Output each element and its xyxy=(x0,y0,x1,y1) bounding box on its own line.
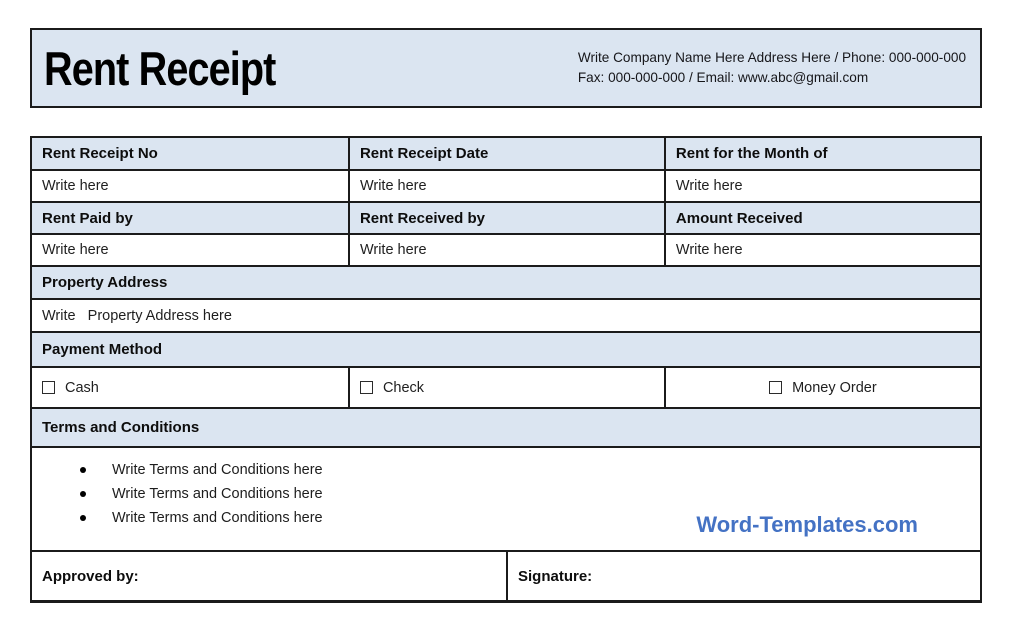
document-header xyxy=(30,28,982,108)
bullet-icon xyxy=(80,515,86,521)
header-rent-paid-by: Rent Paid by xyxy=(42,209,133,227)
property-address-header-row xyxy=(32,265,980,298)
payment-option-money-order-label: Money Order xyxy=(792,379,877,396)
terms-item-text: Write Terms and Conditions here xyxy=(112,510,323,526)
payment-option-cash[interactable] xyxy=(32,368,348,407)
field-rent-received-by[interactable]: Write here xyxy=(348,235,664,265)
field-rent-receipt-date[interactable]: Write here xyxy=(348,171,664,201)
approved-by-cell[interactable]: Approved by: xyxy=(42,567,139,585)
field-property-address[interactable]: Write Property Address here xyxy=(42,307,232,324)
header-rent-received-by: Rent Received by xyxy=(348,203,664,233)
terms-content-row xyxy=(32,446,980,550)
payment-method-options-row xyxy=(32,366,980,407)
terms-item-text: Write Terms and Conditions here xyxy=(112,462,323,478)
payment-option-money-order[interactable] xyxy=(664,368,980,407)
field-rent-receipt-no[interactable]: Write here xyxy=(42,178,109,194)
table-row-headers-2 xyxy=(32,201,980,233)
header-property-address: Property Address xyxy=(42,274,168,291)
company-contact-block xyxy=(578,48,966,88)
checkbox-cash-icon[interactable] xyxy=(42,381,55,394)
contact-line-1: Write Company Name Here Address Here / Phone: 000-000-000 xyxy=(577,50,966,65)
checkbox-money-order-icon[interactable] xyxy=(769,381,782,394)
table-row-headers-1 xyxy=(32,138,980,169)
payment-option-check[interactable] xyxy=(348,368,664,407)
bullet-icon xyxy=(80,467,86,473)
table-row-values-1 xyxy=(32,169,980,201)
terms-item-text: Write Terms and Conditions here xyxy=(112,486,323,502)
header-terms-and-conditions: Terms and Conditions xyxy=(42,419,200,436)
page-title: Rent Receipt xyxy=(44,40,276,96)
header-amount-received: Amount Received xyxy=(664,203,980,233)
signoff-row xyxy=(32,550,980,600)
field-rent-paid-by[interactable]: Write here xyxy=(42,242,109,258)
signature-cell[interactable]: Signature: xyxy=(506,552,980,600)
property-address-value-row xyxy=(32,298,980,331)
field-rent-month[interactable]: Write here xyxy=(664,171,980,201)
header-rent-receipt-date: Rent Receipt Date xyxy=(348,138,664,169)
checkbox-check-icon[interactable] xyxy=(360,381,373,394)
receipt-table xyxy=(30,136,982,603)
terms-list-item[interactable] xyxy=(32,458,970,482)
terms-content-cell xyxy=(32,448,980,550)
header-rent-month: Rent for the Month of xyxy=(664,138,980,169)
watermark: Word-Templates.com xyxy=(696,512,918,537)
table-row-values-2 xyxy=(32,233,980,265)
header-rent-receipt-no: Rent Receipt No xyxy=(42,145,158,162)
header-payment-method: Payment Method xyxy=(42,341,163,358)
contact-line-2: Fax: 000-000-000 / Email: www.abc@gmail.com xyxy=(577,70,869,85)
terms-list-item[interactable] xyxy=(32,482,970,506)
payment-method-header-row xyxy=(32,331,980,366)
bullet-icon xyxy=(80,491,86,497)
payment-option-check-label: Check xyxy=(382,379,425,396)
payment-option-cash-label: Cash xyxy=(65,379,99,396)
field-amount-received[interactable]: Write here xyxy=(664,235,980,265)
terms-header-row xyxy=(32,407,980,446)
